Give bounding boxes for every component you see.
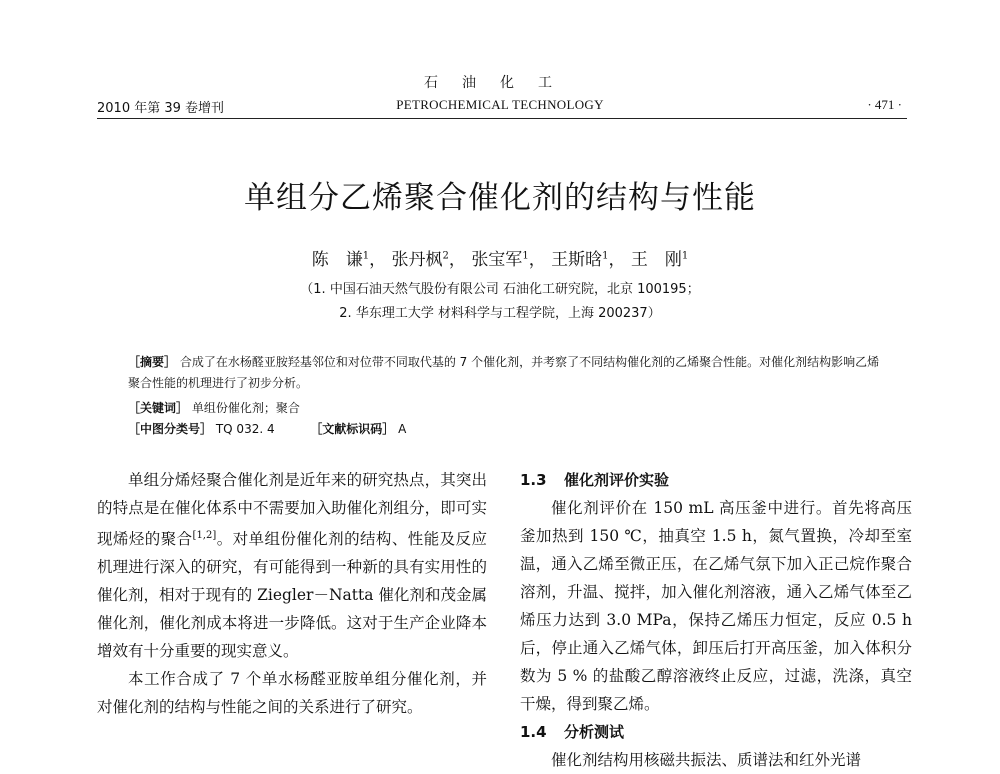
- affiliation-2: 2. 华东理工大学 材料科学与工程学院，上海 200237）: [339, 306, 661, 321]
- author-affil-mark: 2: [442, 250, 449, 262]
- doc-code-label: ［文献标识码］: [310, 422, 395, 436]
- right-column: [520, 466, 912, 774]
- author-separator: ，: [608, 250, 626, 270]
- class-value: TQ 032. 4: [215, 422, 275, 436]
- author-separator: ，: [448, 250, 466, 270]
- affiliation-1: （1. 中国石油天然气股份有限公司 石油化工研究院，北京 100195；: [300, 282, 700, 297]
- author-name: 张宝军: [471, 250, 523, 270]
- section-heading-1-3: [520, 466, 912, 494]
- abstract: [128, 352, 888, 394]
- author-name: 张丹枫: [391, 250, 443, 270]
- section-1-4-text: 催化剂结构用核磁共振法、质谱法和红外光谱: [551, 751, 862, 769]
- classification: [128, 419, 888, 440]
- keywords: [128, 398, 888, 419]
- keywords-label: ［关键词］: [128, 401, 189, 415]
- body-paragraph-intro: [97, 466, 487, 665]
- journal-name-cn: 石油化工: [424, 75, 576, 91]
- author-affil-mark: 1: [602, 250, 609, 262]
- section-number: 1.3: [520, 471, 547, 489]
- intro-text-a: 单组分烯烃聚合催化剂是近年来的研究热点，其突出的特点是在催化体系中不需要加入助催化剂组分，即可实现烯烃的聚合: [97, 471, 487, 549]
- abstract-text: 合成了在水杨醛亚胺羟基邻位和对位带不同取代基的 7 个催化剂，并考察了不同结构催化剂的乙烯聚合性能。对催化剂结构影响乙烯聚合性能的机理进行了初步分析。: [128, 355, 880, 390]
- left-column: [97, 466, 487, 721]
- author-affil-mark: 1: [522, 250, 529, 262]
- issue-info: 2010 年第 39 卷增刊: [97, 101, 225, 116]
- section-heading-1-4: [520, 718, 912, 746]
- body-paragraph-scope: 本工作合成了 7 个单水杨醛亚胺单组分催化剂，并对催化剂的结构与性能之间的关系进行了研究。: [97, 670, 487, 717]
- section-number: 1.4: [520, 723, 547, 741]
- intro-text-b: 。对单组份催化剂的结构、性能及反应机理进行深入的研究，有可能得到一种新的具有实用性的催化剂，相对于现有的 Ziegler－Natta 催化剂和茂金属催化剂，催化剂成本将进一步降低。这对于生产企业降本增效有十分重要的现实意义。: [97, 530, 487, 661]
- header-rule: [97, 118, 907, 119]
- author-list: [0, 245, 1000, 270]
- paper-title: 单组分乙烯聚合催化剂的结构与性能: [244, 180, 756, 216]
- section-1-3-text: 催化剂评价在 150 mL 高压釜中进行。首先将高压釜加热到 150 ℃，抽真空 1.5 h，氮气置换，冷却至室温，通入乙烯至微正压，在乙烯气氛下加入正己烷作聚合溶剂，升温、搅拌，加入催化剂溶液，通入乙烯气体至乙烯压力达到 3.0 MPa，保持乙烯压力恒定，反应 0.5 h 后，停止通入乙烯气体，卸压后打开高压釜，加入体积分数为 5 % 的盐酸乙醇溶液终止反应，过滤，洗涤，真空干燥，得到聚乙烯。: [520, 499, 912, 713]
- section-title: 分析测试: [564, 723, 625, 741]
- keywords-text: 单组份催化剂；聚合: [191, 401, 300, 415]
- citation-ref: [1,2]: [192, 530, 217, 541]
- doc-code-value: A: [398, 422, 407, 436]
- abstract-label: ［摘要］: [128, 355, 177, 369]
- journal-name-en: PETROCHEMICAL TECHNOLOGY: [396, 97, 604, 112]
- author-affil-mark: 1: [362, 250, 370, 262]
- author-separator: ，: [528, 250, 546, 270]
- author-name: 王斯晗: [551, 250, 603, 270]
- author-name: 王 刚: [630, 250, 682, 270]
- page-number: · 471 ·: [867, 97, 902, 112]
- author-separator: ，: [369, 250, 387, 270]
- author-name: 陈 谦: [311, 250, 363, 270]
- class-label: ［中图分类号］: [128, 422, 213, 436]
- author-affil-mark: 1: [681, 250, 689, 262]
- section-title: 催化剂评价实验: [564, 471, 670, 489]
